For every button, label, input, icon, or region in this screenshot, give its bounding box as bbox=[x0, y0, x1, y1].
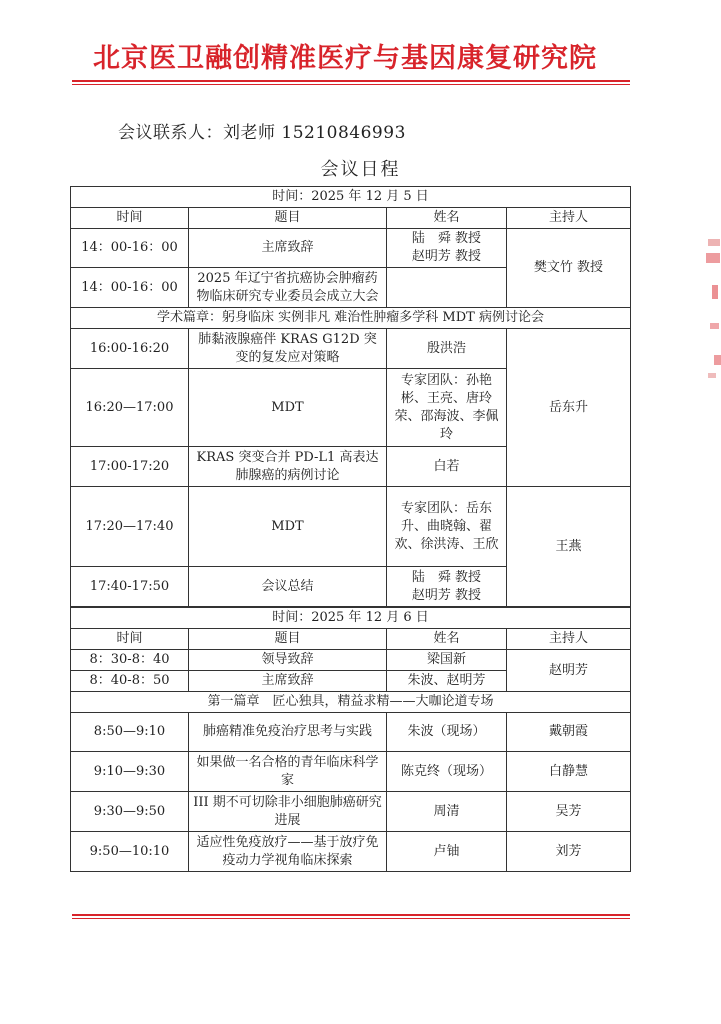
col-header-time: 时间 bbox=[71, 208, 189, 229]
session-topic: 2025 年辽宁省抗癌协会肿瘤药物临床研究专业委员会成立大会 bbox=[189, 268, 387, 308]
col-header-time: 时间 bbox=[71, 629, 189, 650]
day2-schedule-table bbox=[70, 607, 631, 872]
session-time: 8:50—9:10 bbox=[71, 713, 189, 752]
session-topic: KRAS 突变合并 PD-L1 高表达肺腺癌的病例讨论 bbox=[189, 447, 387, 487]
speaker-name: 陆 舜 教授 赵明芳 教授 bbox=[387, 229, 507, 268]
speaker-name: 梁国新 bbox=[387, 650, 507, 671]
session-topic: III 期不可切除非小细胞肺癌研究进展 bbox=[189, 792, 387, 832]
institute-title: 北京医卫融创精准医疗与基因康复研究院 bbox=[93, 43, 597, 74]
col-header-topic: 题目 bbox=[189, 629, 387, 650]
table-row bbox=[71, 329, 631, 369]
session-time: 8：40-8：50 bbox=[71, 671, 189, 692]
col-header-name: 姓名 bbox=[387, 629, 507, 650]
session-time: 16:20—17:00 bbox=[71, 369, 189, 447]
session-time: 9:50—10:10 bbox=[71, 832, 189, 872]
table-row bbox=[71, 713, 631, 752]
col-header-host: 主持人 bbox=[507, 208, 631, 229]
session-topic: 肺黏液腺癌伴 KRAS G12D 突变的复发应对策略 bbox=[189, 329, 387, 369]
speaker-name: 专家团队：孙艳彬、王亮、唐玲荣、邵海波、李佩玲 bbox=[387, 369, 507, 447]
session-time: 8：30-8：40 bbox=[71, 650, 189, 671]
col-header-topic: 题目 bbox=[189, 208, 387, 229]
speaker-name: 朱波（现场） bbox=[387, 713, 507, 752]
day2-date-row bbox=[71, 608, 631, 629]
session-time: 14：00-16：00 bbox=[71, 268, 189, 308]
session-host: 赵明芳 bbox=[507, 650, 631, 692]
speaker-name: 陆 舜 教授 赵明芳 教授 bbox=[387, 567, 507, 607]
session-time: 17:00-17:20 bbox=[71, 447, 189, 487]
speaker-name: 白若 bbox=[387, 447, 507, 487]
table-row bbox=[71, 832, 631, 872]
speaker-name: 周清 bbox=[387, 792, 507, 832]
session-host: 岳东升 bbox=[507, 329, 631, 487]
table-row bbox=[71, 752, 631, 792]
header-rule-thin bbox=[72, 84, 630, 85]
col-header-host: 主持人 bbox=[507, 629, 631, 650]
session-host: 吴芳 bbox=[507, 792, 631, 832]
day1-date-row bbox=[71, 187, 631, 208]
speaker-name: 朱波、赵明芳 bbox=[387, 671, 507, 692]
footer-rule-thin bbox=[72, 918, 630, 919]
agenda-title: 会议日程 bbox=[320, 159, 401, 180]
meeting-contact: 会议联系人：刘老师 15210846993 bbox=[118, 123, 406, 143]
seal-stamp-fragment-icon bbox=[704, 235, 721, 385]
session-topic: 如果做一名合格的青年临床科学家 bbox=[189, 752, 387, 792]
speaker-name: 陈克终（现场） bbox=[387, 752, 507, 792]
session-host: 樊文竹 教授 bbox=[507, 229, 631, 308]
session-time: 16:00-16:20 bbox=[71, 329, 189, 369]
session-host: 戴朝霞 bbox=[507, 713, 631, 752]
table-row bbox=[71, 792, 631, 832]
table-row bbox=[71, 650, 631, 671]
session-time: 14：00-16：00 bbox=[71, 229, 189, 268]
section-title: 学术篇章：躬身临床 实例非凡 难治性肿瘤多学科 MDT 病例讨论会 bbox=[71, 308, 631, 329]
table-row bbox=[71, 229, 631, 268]
session-host: 王燕 bbox=[507, 487, 631, 607]
session-topic: 主席致辞 bbox=[189, 229, 387, 268]
session-topic: 适应性免疫放疗——基于放疗免疫动力学视角临床探索 bbox=[189, 832, 387, 872]
day1-header-row bbox=[71, 208, 631, 229]
header-rule bbox=[72, 80, 630, 82]
col-header-name: 姓名 bbox=[387, 208, 507, 229]
session-topic: 领导致辞 bbox=[189, 650, 387, 671]
table-row bbox=[71, 487, 631, 567]
section-row bbox=[71, 308, 631, 329]
session-host: 刘芳 bbox=[507, 832, 631, 872]
session-host: 白静慧 bbox=[507, 752, 631, 792]
day2-header-row bbox=[71, 629, 631, 650]
session-time: 17:20—17:40 bbox=[71, 487, 189, 567]
day1-schedule-table bbox=[70, 186, 631, 607]
day2-date: 时间：2025 年 12 月 6 日 bbox=[71, 608, 631, 629]
session-time: 9:30—9:50 bbox=[71, 792, 189, 832]
section-row bbox=[71, 692, 631, 713]
speaker-name bbox=[387, 268, 507, 308]
session-topic: MDT bbox=[189, 369, 387, 447]
session-time: 9:10—9:30 bbox=[71, 752, 189, 792]
session-topic: 肺癌精准免疫治疗思考与实践 bbox=[189, 713, 387, 752]
session-topic: 主席致辞 bbox=[189, 671, 387, 692]
day1-date: 时间：2025 年 12 月 5 日 bbox=[71, 187, 631, 208]
speaker-name: 专家团队：岳东升、曲晓翰、翟欢、徐洪涛、王欣 bbox=[387, 487, 507, 567]
speaker-name: 卢铀 bbox=[387, 832, 507, 872]
session-time: 17:40-17:50 bbox=[71, 567, 189, 607]
session-topic: MDT bbox=[189, 487, 387, 567]
session-topic: 会议总结 bbox=[189, 567, 387, 607]
footer-rule bbox=[72, 914, 630, 916]
section-title: 第一篇章 匠心独具，精益求精——大咖论道专场 bbox=[71, 692, 631, 713]
speaker-name: 殷洪浩 bbox=[387, 329, 507, 369]
